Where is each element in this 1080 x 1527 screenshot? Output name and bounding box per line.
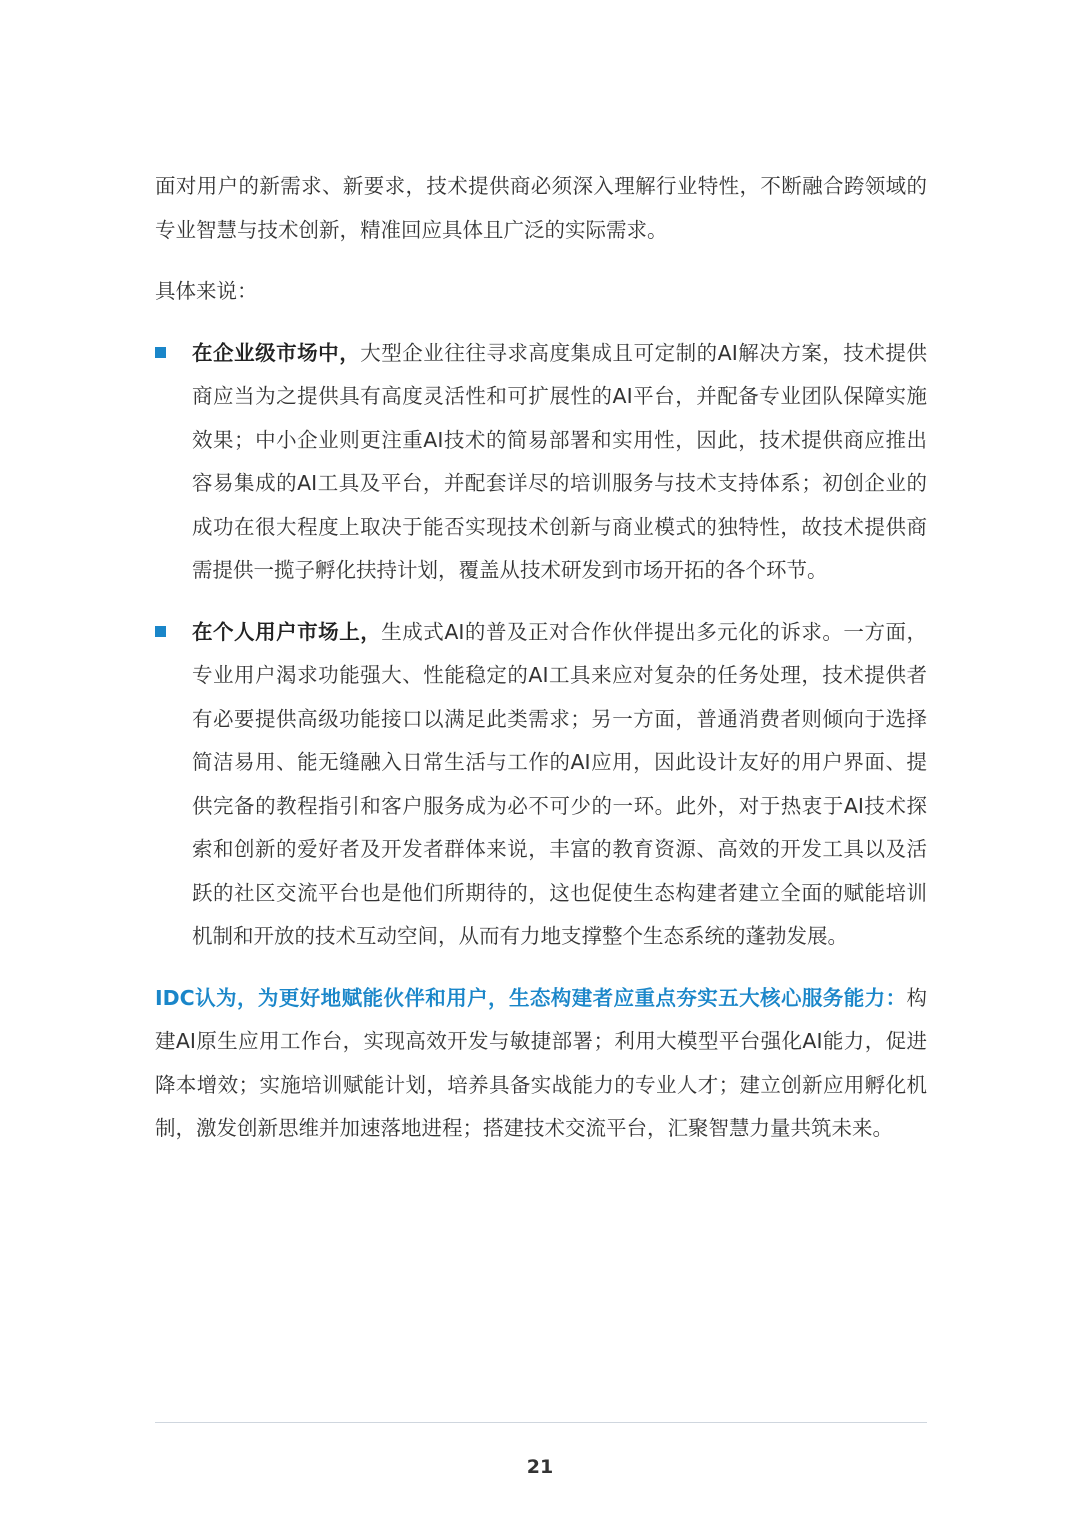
bullet-consumer-market	[155, 611, 927, 959]
conclusion-paragraph	[155, 977, 927, 1151]
bullet-heading: 在个人用户市场上，	[192, 619, 382, 644]
bullet-heading: 在企业级市场中，	[192, 340, 361, 365]
bullet-square-icon	[155, 347, 166, 358]
footer-divider	[155, 1422, 927, 1423]
conclusion-text: 构建AI原生应用工作台，实现高效开发与敏捷部署；利用大模型平台强化AI能力，促进降本增效；实施培训赋能计划，培养具备实战能力的专业人才；建立创新应用孵化机制，激发创新思维并加速落地进程；搭建技术交流平台，汇聚智慧力量共筑未来。	[155, 985, 927, 1140]
page-body	[155, 165, 927, 1151]
page-number: 21	[526, 1456, 554, 1478]
bullet-square-icon	[155, 626, 166, 637]
bullet-text: 生成式AI的普及正对合作伙伴提出多元化的诉求。一方面，专业用户渴求功能强大、性能稳定的AI工具来应对复杂的任务处理，技术提供者有必要提供高级功能接口以满足此类需求；另一方面，普通消费者则倾向于选择简洁易用、能无缝融入日常生活与工作的AI应用，因此设计友好的用户界面、提供完备的教程指引和客户服务成为必不可少的一环。此外，对于热衷于AI技术探索和创新的爱好者及开发者群体来说，丰富的教育资源、高效的开发工具以及活跃的社区交流平台也是他们所期待的，这也促使生态构建者建立全面的赋能培训机制和开放的技术互动空间，从而有力地支撑整个生态系统的蓬勃发展。	[192, 619, 927, 948]
bullet-text: 大型企业往往寻求高度集成且可定制的AI解决方案，技术提供商应当为之提供具有高度灵活性和可扩展性的AI平台，并配备专业团队保障实施效果；中小企业则更注重AI技术的简易部署和实用性，因此，技术提供商应推出容易集成的AI工具及平台，并配套详尽的培训服务与技术支持体系；初创企业的成功在很大程度上取决于能否实现技术创新与商业模式的独特性，故技术提供商需提供一揽子孵化扶持计划，覆盖从技术研发到市场开拓的各个环节。	[192, 340, 927, 582]
intro-paragraph: 面对用户的新需求、新要求，技术提供商必须深入理解行业特性，不断融合跨领域的专业智慧与技术创新，精准回应具体且广泛的实际需求。	[155, 174, 927, 242]
bullet-enterprise-market	[155, 332, 927, 593]
conclusion-highlight: IDC认为，为更好地赋能伙伴和用户，生态构建者应重点夯实五大核心服务能力：	[155, 985, 907, 1010]
lead-in-label: 具体来说：	[155, 279, 258, 303]
